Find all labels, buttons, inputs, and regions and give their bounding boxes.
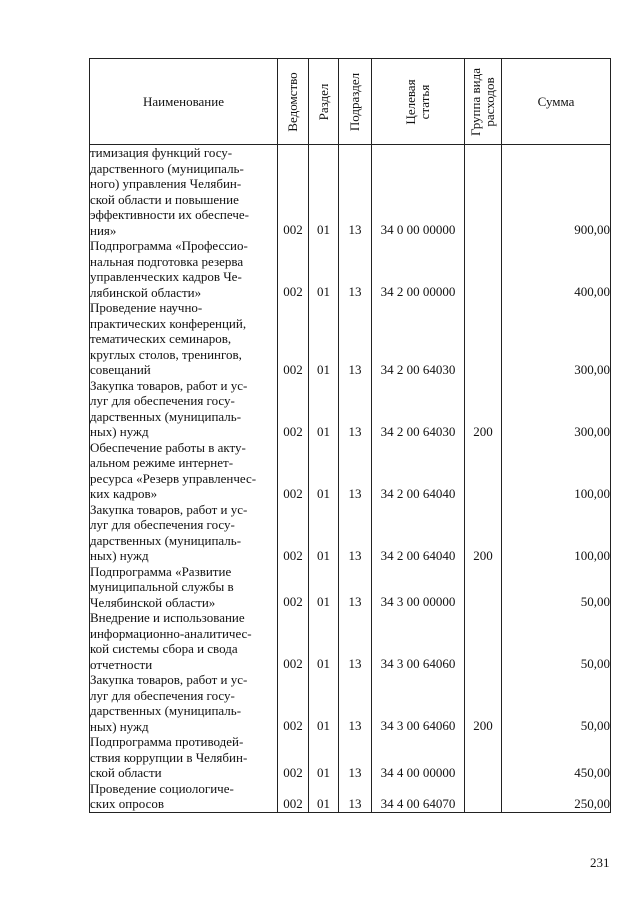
row-name-line: дарственных (муниципаль- — [90, 532, 242, 548]
row-section: 01 — [309, 610, 339, 672]
row-section: 01 — [309, 145, 339, 239]
row-section: 01 — [309, 378, 339, 440]
table-row — [90, 145, 611, 239]
row-sum: 100,00 — [502, 502, 611, 564]
row-name-line: круглых столов, тренингов, — [90, 346, 242, 362]
row-department: 002 — [278, 440, 309, 502]
row-subsection: 13 — [339, 300, 372, 378]
row-expense-group — [465, 238, 502, 300]
header-target-article: Целевая статья — [372, 59, 465, 145]
row-name-line: дарственных (муниципаль- — [90, 408, 242, 424]
row-name-line: информационно-аналитичес- — [90, 625, 252, 641]
budget-table — [89, 58, 611, 813]
row-expense-group — [465, 610, 502, 672]
row-name-line: ресурса «Резерв управленчес- — [90, 470, 257, 486]
row-sum: 900,00 — [502, 145, 611, 239]
row-name-line: Обеспечение работы в акту- — [90, 439, 246, 455]
row-target-article: 34 3 00 64060 — [372, 672, 465, 734]
row-sum: 400,00 — [502, 238, 611, 300]
row-sum: 300,00 — [502, 300, 611, 378]
table-row — [90, 564, 611, 611]
row-subsection: 13 — [339, 378, 372, 440]
row-expense-group — [465, 734, 502, 781]
row-name-line: лябинской области» — [90, 284, 202, 300]
header-department: Ведомство — [278, 59, 309, 145]
table-row — [90, 440, 611, 502]
row-sum: 50,00 — [502, 610, 611, 672]
row-department: 002 — [278, 238, 309, 300]
row-name — [90, 734, 278, 781]
row-expense-group: 200 — [465, 502, 502, 564]
row-name-line: ских опросов — [90, 796, 164, 811]
row-department: 002 — [278, 610, 309, 672]
row-name-line: управленческих кадров Че- — [90, 269, 242, 284]
row-sum: 50,00 — [502, 564, 611, 611]
table-row — [90, 502, 611, 564]
row-expense-group: 200 — [465, 378, 502, 440]
row-name-line: ных) нужд — [90, 548, 149, 563]
row-name — [90, 564, 278, 611]
row-name-line: нальная подготовка резерва — [90, 253, 244, 269]
row-name — [90, 238, 278, 300]
row-name-line: Закупка товаров, работ и ус- — [90, 672, 248, 687]
row-name — [90, 378, 278, 440]
row-name-line: Подпрограмма «Развитие — [90, 563, 232, 579]
row-name-line: совещаний — [90, 362, 151, 377]
table-row — [90, 734, 611, 781]
table-header-row — [90, 59, 611, 145]
row-name — [90, 145, 278, 239]
row-expense-group — [465, 145, 502, 239]
row-expense-group — [465, 564, 502, 611]
row-name — [90, 781, 278, 813]
row-subsection: 13 — [339, 145, 372, 239]
row-name-line: дарственного (муниципаль- — [90, 160, 244, 176]
row-target-article: 34 2 00 64030 — [372, 300, 465, 378]
table-body — [90, 145, 611, 813]
row-name-line: альном режиме интернет- — [90, 455, 234, 470]
row-name-line: тематических семинаров, — [90, 331, 232, 346]
row-subsection: 13 — [339, 672, 372, 734]
row-name-line: Закупка товаров, работ и ус- — [90, 501, 248, 517]
row-target-article: 34 2 00 64030 — [372, 378, 465, 440]
row-target-article: 34 0 00 00000 — [372, 145, 465, 239]
row-expense-group — [465, 440, 502, 502]
row-section: 01 — [309, 238, 339, 300]
row-department: 002 — [278, 564, 309, 611]
row-name-line: ской области — [90, 765, 162, 780]
header-expense-group: Группа вида расходов — [465, 59, 502, 145]
row-name-line: кой системы сбора и свода — [90, 641, 238, 656]
row-department: 002 — [278, 378, 309, 440]
table-row — [90, 238, 611, 300]
row-section: 01 — [309, 672, 339, 734]
row-name — [90, 672, 278, 734]
row-sum: 100,00 — [502, 440, 611, 502]
row-subsection: 13 — [339, 440, 372, 502]
row-target-article: 34 4 00 00000 — [372, 734, 465, 781]
header-subsection: Подраздел — [339, 59, 372, 145]
row-name-line: отчетности — [90, 656, 153, 672]
row-subsection: 13 — [339, 734, 372, 781]
row-name — [90, 502, 278, 564]
row-target-article: 34 2 00 64040 — [372, 502, 465, 564]
row-name-line: дарственных (муниципаль- — [90, 703, 242, 718]
page-number: 231 — [590, 855, 610, 870]
row-sum: 250,00 — [502, 781, 611, 813]
row-target-article: 34 4 00 64070 — [372, 781, 465, 813]
row-name-line: Подпрограмма «Профессио- — [90, 238, 248, 253]
row-department: 002 — [278, 502, 309, 564]
row-name-line: Закупка товаров, работ и ус- — [90, 377, 248, 393]
row-name-line: луг для обеспечения госу- — [90, 393, 235, 408]
table-row — [90, 300, 611, 378]
row-name-line: ствия коррупции в Челябин- — [90, 749, 248, 765]
row-name-line: Проведение социологиче- — [90, 780, 234, 796]
row-section: 01 — [309, 734, 339, 781]
row-name-line: ных) нужд — [90, 424, 149, 439]
row-target-article: 34 3 00 64060 — [372, 610, 465, 672]
row-subsection: 13 — [339, 781, 372, 813]
row-section: 01 — [309, 781, 339, 813]
row-name-line: муниципальной службы в — [90, 579, 234, 594]
row-name-line: Челябинской области» — [90, 594, 216, 610]
row-sum: 450,00 — [502, 734, 611, 781]
table-row — [90, 781, 611, 813]
row-name-line: тимизация функций госу- — [90, 145, 233, 160]
row-target-article: 34 2 00 00000 — [372, 238, 465, 300]
row-name-line: луг для обеспечения госу- — [90, 687, 235, 703]
row-name-line: луг для обеспечения госу- — [90, 517, 235, 532]
row-sum: 300,00 — [502, 378, 611, 440]
header-sum: Сумма — [502, 59, 611, 145]
row-subsection: 13 — [339, 238, 372, 300]
row-name-line: ких кадров» — [90, 486, 158, 501]
header-name: Наименование — [90, 59, 278, 145]
row-department: 002 — [278, 300, 309, 378]
table-row — [90, 672, 611, 734]
row-section: 01 — [309, 564, 339, 611]
row-name-line: Проведение научно- — [90, 300, 203, 315]
row-section: 01 — [309, 502, 339, 564]
row-department: 002 — [278, 734, 309, 781]
header-section: Раздел — [309, 59, 339, 145]
row-sum: 50,00 — [502, 672, 611, 734]
row-name-line: Подпрограмма противодей- — [90, 734, 244, 749]
row-department: 002 — [278, 672, 309, 734]
row-section: 01 — [309, 440, 339, 502]
row-expense-group — [465, 781, 502, 813]
table-row — [90, 378, 611, 440]
row-name — [90, 610, 278, 672]
row-name-line: ской области и повышение — [90, 191, 239, 207]
row-name — [90, 440, 278, 502]
row-name-line: практических конференций, — [90, 315, 247, 331]
row-name-line: эффективности их обеспече- — [90, 207, 249, 222]
row-name-line: ных) нужд — [90, 718, 149, 734]
row-expense-group — [465, 300, 502, 378]
row-name — [90, 300, 278, 378]
row-name-line: Внедрение и использование — [90, 610, 245, 625]
row-expense-group: 200 — [465, 672, 502, 734]
table-row — [90, 610, 611, 672]
row-subsection: 13 — [339, 564, 372, 611]
row-name-line: ния» — [90, 222, 117, 238]
row-department: 002 — [278, 781, 309, 813]
row-section: 01 — [309, 300, 339, 378]
row-target-article: 34 3 00 00000 — [372, 564, 465, 611]
row-department: 002 — [278, 145, 309, 239]
row-subsection: 13 — [339, 610, 372, 672]
row-name-line: ного) управления Челябин- — [90, 176, 242, 191]
row-subsection: 13 — [339, 502, 372, 564]
row-target-article: 34 2 00 64040 — [372, 440, 465, 502]
